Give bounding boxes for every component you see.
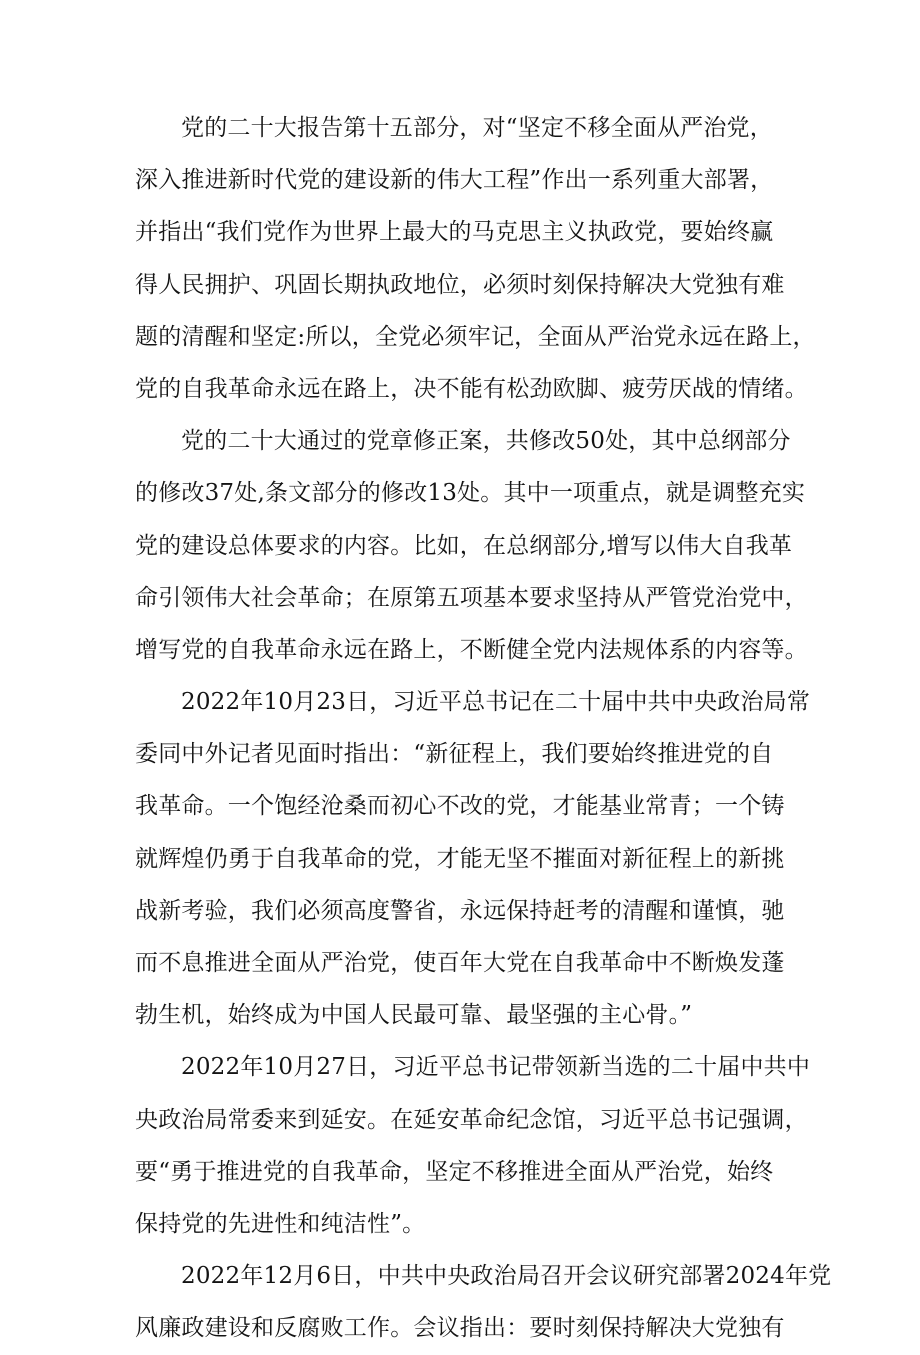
text-line: 战新考验，我们必须高度警省，永远保持赶考的清醒和谨慎，驰 [135, 897, 785, 924]
text-line: 得人民拥护、巩固长期执政地位，必须时刻保持解决大党独有难 [135, 271, 785, 298]
text-line: 党的二十大通过的党章修正案，共修改50处，其中总纲部分 [181, 428, 791, 455]
text-line: 题的清醒和坚定:所以，全党必须牢记，全面从严治党永远在路上， [135, 323, 816, 350]
text-line: 2022年12月6日，中共中央政治局召开会议研究部署2024年党 [181, 1263, 832, 1290]
paragraph-oct-27-yanan-visit [135, 1041, 811, 1250]
text-line: 2022年10月23日，习近平总书记在二十届中共中央政治局常 [181, 689, 811, 716]
text-line: 党的自我革命永远在路上，决不能有松劲欧脚、疲劳厌战的情绪。 [135, 375, 808, 402]
paragraph-report-fifteenth-part [135, 102, 816, 415]
paragraph-oct-23-press-meeting [135, 676, 811, 1041]
paragraph-party-constitution-amendment [135, 415, 808, 676]
text-line: 我革命。一个饱经沧桑而初心不改的党，才能基业常青；一个铸 [135, 793, 785, 820]
document-body [135, 102, 832, 1355]
text-line: 保持党的先进性和纯洁性”。 [135, 1210, 426, 1237]
text-line: 要“勇于推进党的自我革命，坚定不移推进全面从严治党，始终 [135, 1158, 774, 1185]
text-line: 风廉政建设和反腐败工作。会议指出：要时刻保持解决大党独有 [135, 1315, 785, 1342]
text-line: 党的二十大报告第十五部分，对“坚定不移全面从严治党， [181, 115, 773, 141]
text-line: 2022年10月27日，习近平总书记带领新当选的二十届中共中 [181, 1054, 811, 1081]
text-line: 并指出“我们党作为世界上最大的马克思主义执政党，要始终赢 [135, 219, 774, 246]
text-line: 命引领伟大社会革命；在原第五项基本要求坚持从严管党治党中， [135, 584, 808, 611]
paragraph-dec-6-politburo-meeting [135, 1250, 832, 1354]
text-line: 党的建设总体要求的内容。比如，在总纲部分,增写以伟大自我革 [135, 532, 793, 559]
text-line: 深入推进新时代党的建设新的伟大工程”作出一系列重大部署， [135, 167, 774, 194]
text-line: 增写党的自我革命永远在路上，不断健全党内法规体系的内容等。 [135, 636, 808, 663]
text-line: 央政治局常委来到延安。在延安革命纪念馆，习近平总书记强调， [135, 1106, 808, 1133]
text-line: 的修改37处,条文部分的修改13处。其中一项重点，就是调整充实 [135, 480, 806, 507]
text-line: 委同中外记者见面时指出：“新征程上，我们要始终推进党的自 [135, 741, 774, 768]
text-line: 而不息推进全面从严治党，使百年大党在自我革命中不断焕发蓬 [135, 950, 785, 976]
text-line: 就辉煌仍勇于自我革命的党，才能无坚不摧面对新征程上的新挑 [135, 845, 785, 872]
text-line: 勃生机，始终成为中国人民最可靠、最坚强的主心骨。” [135, 1002, 693, 1029]
